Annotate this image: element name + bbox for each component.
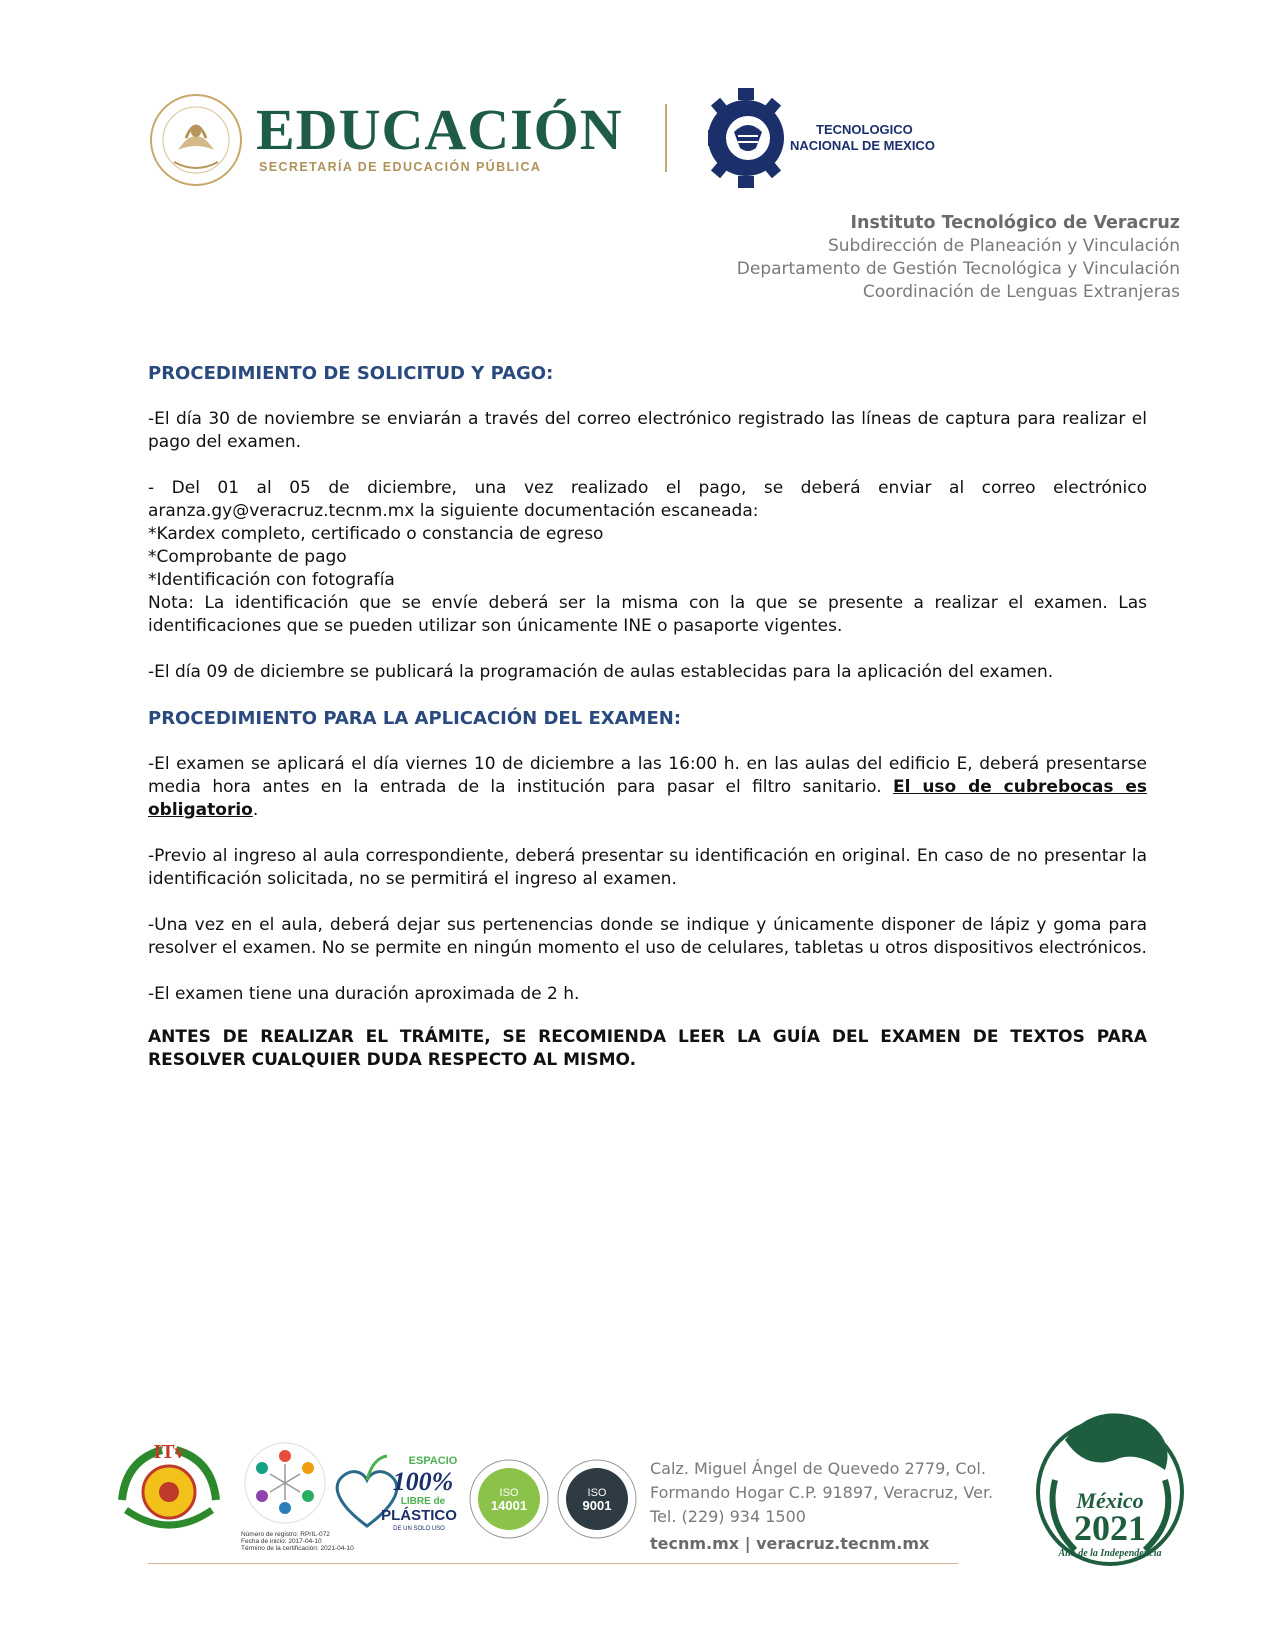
- norma-fecha-inicio: Fecha de inicio: 2017-04-10: [241, 1538, 322, 1545]
- coordinacion-line: Coordinación de Lenguas Extranjeras: [862, 282, 1180, 302]
- plastico-word: PLÁSTICO: [381, 1507, 457, 1524]
- iso-14001-badge: [468, 1458, 550, 1540]
- fecha-examen-end: .: [252, 800, 259, 820]
- footer-divider: [148, 1563, 958, 1564]
- plastico-100: 100%: [392, 1467, 454, 1496]
- itv-text: ITv: [153, 1441, 185, 1463]
- tecnm-line2: NACIONAL DE MEXICO: [790, 138, 935, 153]
- paragraph-pertenencias: -Una vez en el aula, deberá dejar sus pertenencias donde se indique y únicamente disponer de lápiz y goma para resolver el examen. No se permite en ningún momento el uso de celulares, tabletas u otros dispositivos electrónicos.: [148, 915, 1147, 958]
- tecnm-name: [790, 122, 935, 154]
- cubrebocas-emphasis: El uso de cubrebocas es obligatorio: [148, 777, 1147, 820]
- plastico-sub: DE UN SOLO USO: [393, 1526, 445, 1532]
- paragraph-fecha-examen: [148, 753, 1147, 822]
- list-item-identificacion: *Identificación con fotografía: [148, 570, 395, 590]
- header-divider: [665, 104, 667, 172]
- fecha-examen-text: -El examen se aplicará el día viernes 10 de diciembre a las 16:00 h. en las aulas del edificio E, deberá presentarse media hora antes en la entrada de la institución para pasar el filtro sanitario.: [148, 754, 1147, 797]
- section-heading-aplicacion: PROCEDIMIENTO PARA LA APLICACIÓN DEL EXAMEN:: [148, 708, 682, 729]
- norma-igualdad-logo: [238, 1438, 332, 1528]
- educacion-wordmark: EDUCACIÓN: [256, 97, 623, 162]
- footer-address: [650, 1457, 993, 1556]
- address-line1: Calz. Miguel Ángel de Quevedo 2779, Col.: [650, 1459, 986, 1478]
- institution-block: [737, 212, 1180, 304]
- plastico-espacio: ESPACIO: [408, 1455, 457, 1467]
- subdireccion-line: Subdirección de Planeación y Vinculación: [827, 236, 1180, 256]
- mexico-2021-year: 2021: [1074, 1508, 1146, 1548]
- norma-termino: Término de la certificación: 2021-04-10: [241, 1545, 354, 1552]
- departamento-line: Departamento de Gestión Tecnológica y Vinculación: [736, 259, 1180, 279]
- paragraph-duracion: -El examen tiene una duración aproximada de 2 h.: [148, 984, 580, 1004]
- tecnm-gear-logo: [708, 88, 784, 188]
- sep-subtitle: SECRETARÍA DE EDUCACIÓN PÚBLICA: [259, 160, 542, 174]
- mexico-2021-independencia: Año de la Independencia: [1058, 1548, 1162, 1559]
- iso14-number: 14001: [490, 1498, 528, 1513]
- paragraph-captura: -El día 30 de noviembre se enviarán a través del correo electrónico registrado las líneas de captura para realizar el pago del examen.: [148, 409, 1147, 452]
- paragraph-identificacion-original: -Previo al ingreso al aula correspondiente, deberá presentar su identificación en original. En caso de no presentar la identificación solicitada, no se permitirá el ingreso al examen.: [148, 846, 1147, 889]
- website-links[interactable]: tecnm.mx | veracruz.tecnm.mx: [650, 1534, 930, 1553]
- address-line2: Formando Hogar C.P. 91897, Veracruz, Ver.: [650, 1483, 994, 1502]
- section-heading-solicitud: PROCEDIMIENTO DE SOLICITUD Y PAGO:: [148, 363, 554, 384]
- document-body: [148, 362, 1147, 1072]
- mexico-seal-logo: [148, 92, 244, 188]
- mexico-2021-independence-logo: [1025, 1400, 1195, 1570]
- list-item-comprobante: *Comprobante de pago: [148, 547, 347, 567]
- plastico-libre: LIBRE de: [400, 1496, 446, 1507]
- mexico-2021-mexico: México: [1076, 1488, 1144, 1513]
- tecnm-line1: TECNOLOGICO: [816, 122, 913, 137]
- paragraph-nota: Nota: La identificación que se envíe deberá ser la misma con la que se presente a realizar el examen. Las identificaciones que se pueden utilizar son únicamente INE o pasaporte vigentes.: [148, 593, 1147, 636]
- iso-9001-badge: [556, 1458, 638, 1540]
- institution-name: Instituto Tecnológico de Veracruz: [850, 213, 1180, 233]
- iso14-label: ISO: [499, 1487, 519, 1499]
- paragraph-programacion-aulas: -El día 09 de diciembre se publicará la programación de aulas establecidas para la aplicación del examen.: [148, 662, 1054, 682]
- phone-line: Tel. (229) 934 1500: [650, 1507, 806, 1526]
- espacio-libre-plastico-logo: [327, 1450, 457, 1538]
- itv-emblem-logo: [112, 1440, 226, 1536]
- list-item-kardex: *Kardex completo, certificado o constancia de egreso: [148, 524, 604, 544]
- paragraph-envio-documentos: - Del 01 al 05 de diciembre, una vez realizado el pago, se deberá enviar al correo electrónico aranza.gy@veracruz.tecnm.mx la siguiente documentación escaneada:: [148, 478, 1147, 521]
- iso9-label: ISO: [587, 1487, 607, 1499]
- iso9-number: 9001: [582, 1498, 612, 1513]
- norma-registro: Número de registro: RPrIL-072: [241, 1531, 330, 1538]
- final-recommendation: ANTES DE REALIZAR EL TRÁMITE, SE RECOMIENDA LEER LA GUÍA DEL EXAMEN DE TEXTOS PARA RESOLVER CUALQUIER DUDA RESPECTO AL MISMO.: [148, 1027, 1147, 1070]
